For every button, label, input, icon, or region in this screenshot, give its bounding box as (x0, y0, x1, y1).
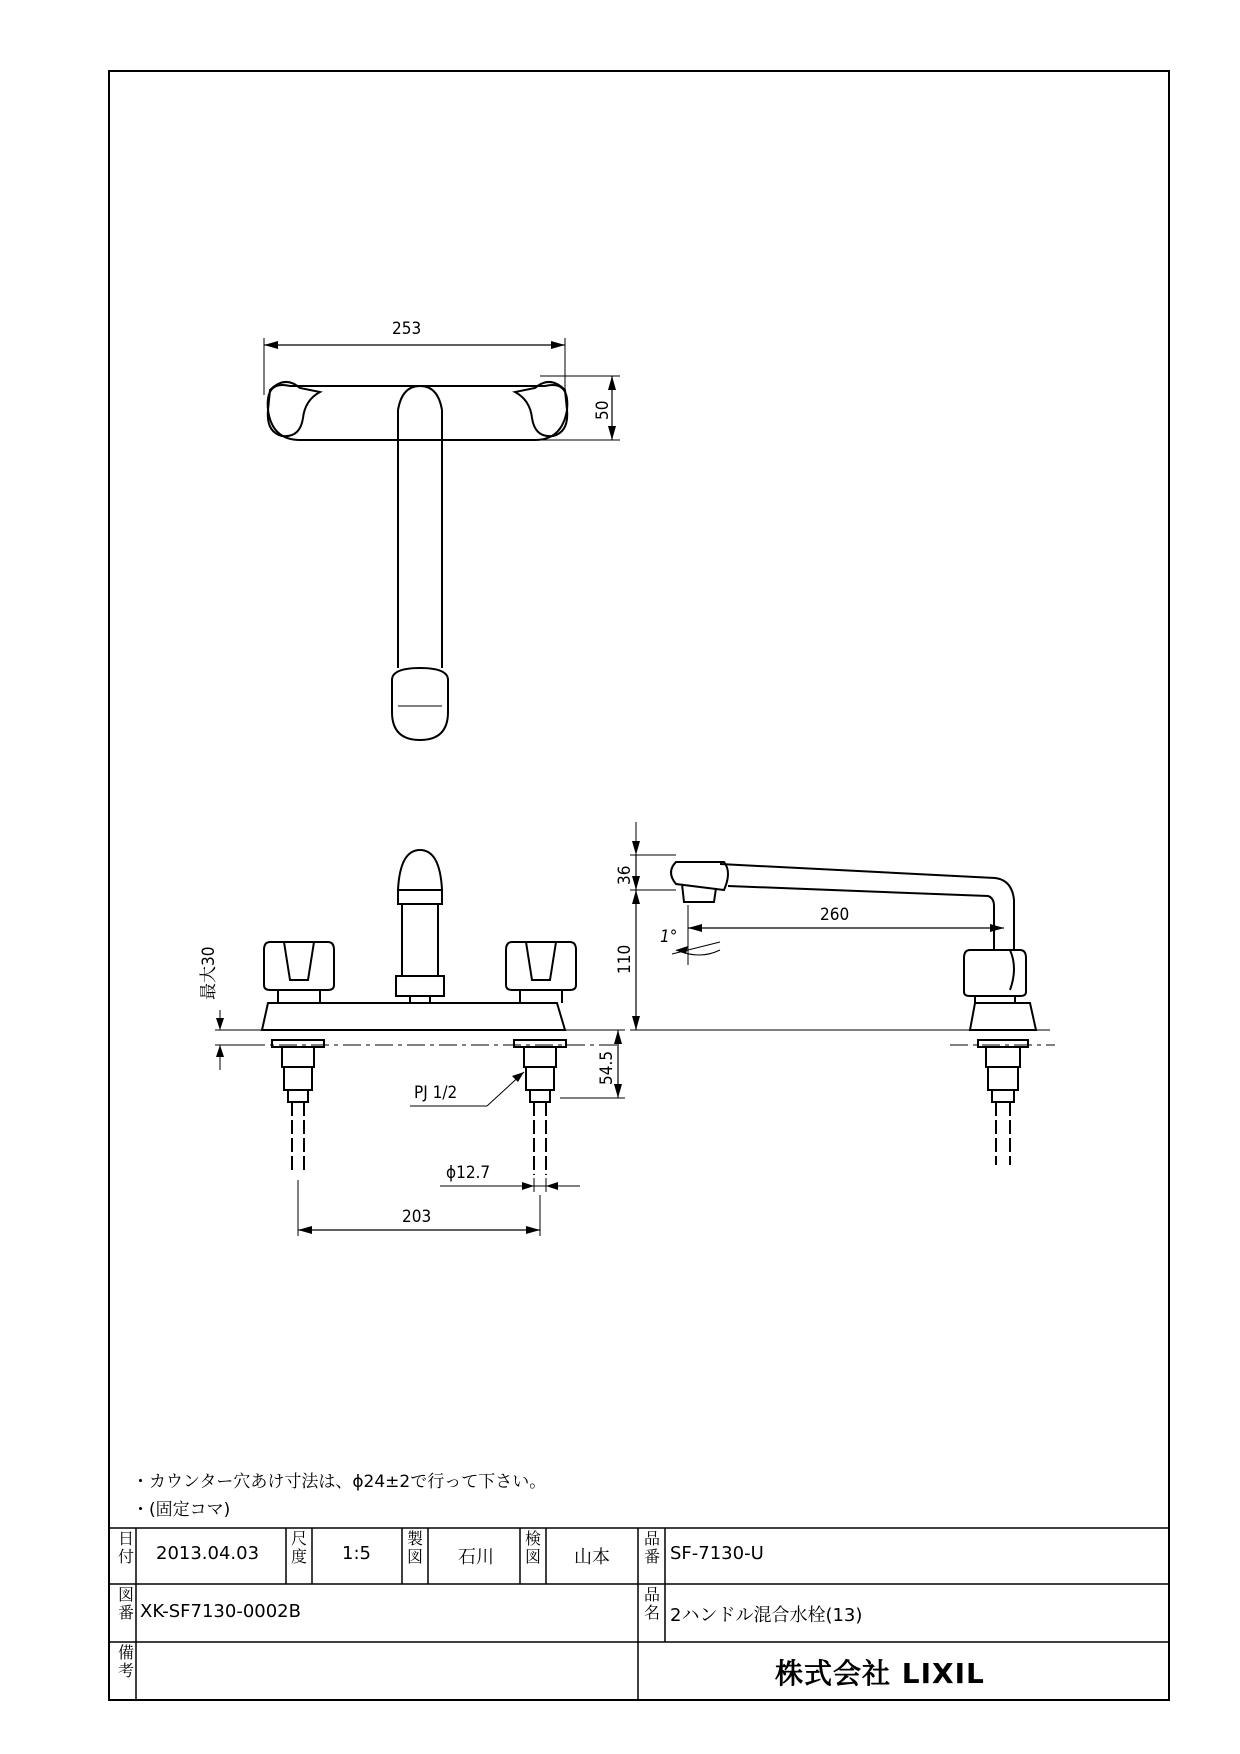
value-product-name: 2ハンドル混合水栓(13) (670, 1605, 863, 1626)
label-product-name: 品名 (643, 1585, 660, 1622)
label-drawn: 製図 (406, 1529, 423, 1566)
dim-max-height: 最大30 (199, 946, 219, 1000)
dim-spout-top: 36 (615, 865, 635, 885)
value-part-no: SF-7130-U (670, 1543, 764, 1564)
label-checked: 検図 (524, 1529, 541, 1566)
value-scale: 1:5 (342, 1543, 371, 1564)
dim-pipe-dia: ϕ12.7 (446, 1163, 491, 1183)
value-checked: 山本 (574, 1547, 610, 1568)
top-view (264, 338, 620, 740)
value-date: 2013.04.03 (156, 1543, 260, 1564)
dim-top-width: 253 (392, 319, 422, 339)
label-drawing-no: 図番 (117, 1585, 134, 1622)
dim-spout-reach: 260 (820, 905, 850, 925)
label-date: 日付 (117, 1529, 134, 1566)
side-view (630, 822, 1055, 1165)
label-scale: 尺度 (290, 1529, 307, 1566)
company-name: 株式会社 LIXIL (775, 1657, 985, 1690)
label-remarks: 備考 (117, 1643, 134, 1680)
note-fixed-piece: ・(固定コマ) (132, 1500, 231, 1520)
value-drawn: 石川 (458, 1547, 494, 1568)
dim-spout-height: 110 (615, 944, 635, 974)
value-drawing-no: XK-SF7130-0002B (140, 1601, 301, 1622)
dim-center: 203 (402, 1207, 432, 1227)
label-part-no: 品番 (643, 1529, 660, 1566)
dim-pj: PJ 1/2 (414, 1083, 458, 1103)
note-counter-hole: ・カウンター穴あけ寸法は、ϕ24±2で行って下さい。 (132, 1472, 547, 1492)
front-view (215, 850, 625, 1236)
dim-top-depth: 50 (593, 400, 613, 420)
dim-angle: 1° (660, 927, 678, 947)
dim-below-deck: 54.5 (597, 1050, 617, 1085)
